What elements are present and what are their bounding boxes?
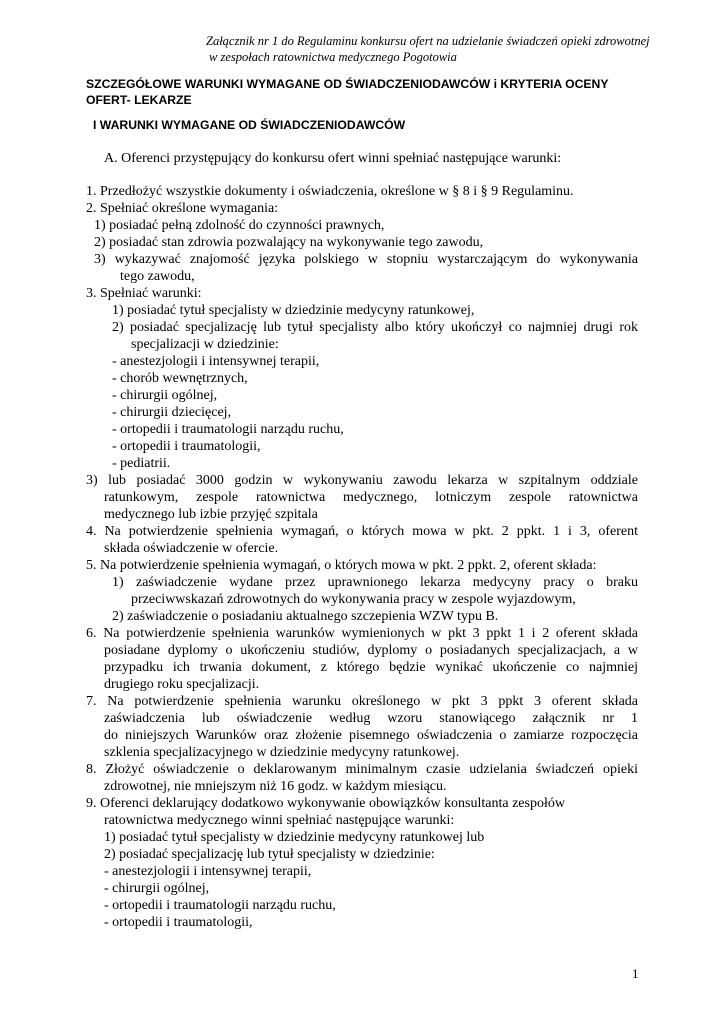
page-number: 1 [632, 966, 639, 981]
title-line-1: SZCZEGÓŁOWE WARUNKI WYMAGANE OD ŚWIADCZENIODAWCÓW i KRYTERIA OCENY [86, 77, 609, 91]
text-line: 1) posiadać pełną zdolność do czynności prawnych, [94, 218, 385, 233]
text-line: do niniejszych Warunków oraz złożenie pisemnego oświadczenia o zamiarze rozpoczęcia [104, 728, 638, 743]
text-line: 2) posiadać stan zdrowia pozwalający na wykonywanie tego zawodu, [94, 235, 484, 250]
text-line: 4. Na potwierdzenie spełnienia wymagań, o których mowa w pkt. 2 ppkt. 1 i 3, oferent [86, 524, 638, 539]
text-line: przypadku ich trwania dokument, z którego będzie wynikać ukończenie co najmniej [104, 660, 638, 675]
text-line: składa oświadczenie w ofercie. [104, 541, 279, 556]
list-item: - chirurgii ogólnej, [104, 881, 210, 896]
text-line: tego zawodu, [120, 269, 195, 284]
text-line: specjalizacji w dziedzinie: [131, 337, 279, 352]
list-item: - chorób wewnętrznych, [112, 371, 248, 386]
text-line: szklenia specjalizacyjnego w dziedzinie medycyny ratunkowej. [104, 745, 460, 760]
text-line: 1) posiadać tytuł specjalisty w dziedzinie medycyny ratunkowej, [112, 303, 475, 318]
page-header [206, 33, 676, 65]
text-line: zdrowotnej, nie mniejszym niż 16 godz. w każdym miesiącu. [104, 779, 447, 794]
text-line: zaświadczenia lub oświadczenie według wzoru stanowiącego załącznik nr 1 [104, 711, 638, 726]
text-line: 3) lub posiadać 3000 godzin w wykonywaniu zawodu lekarza w szpitalnym oddziale [86, 473, 638, 488]
list-item: - ortopedii i traumatologii narządu ruchu, [104, 898, 336, 913]
text-line: medycznego lub izbie przyjęć szpitala [104, 507, 318, 522]
text-line: 2) posiadać specjalizację lub tytuł specjalisty w dziedzinie: [104, 847, 435, 862]
list-item: - anestezjologii i intensywnej terapii, [104, 864, 312, 879]
text-line: 9. Oferenci deklarujący dodatkowo wykonywanie obowiązków konsultanta zespołów [86, 796, 565, 811]
text-line: 1) posiadać tytuł specjalisty w dziedzinie medycyny ratunkowej lub [104, 830, 485, 845]
list-item: - ortopedii i traumatologii, [104, 915, 253, 930]
section-heading: I WARUNKI WYMAGANE OD ŚWIADCZENIODAWCÓW [93, 118, 406, 132]
text-line: przeciwwskazań zdrowotnych do wykonywania pracy w zespole wyjazdowym, [131, 592, 576, 607]
text-line: 2) zaświadczenie o posiadaniu aktualnego szczepienia WZW typu B. [112, 609, 499, 624]
subsection-a: A. Oferenci przystępujący do konkursu ofert winni spełniać następujące warunki: [104, 151, 562, 166]
list-item: - ortopedii i traumatologii narządu ruchu, [112, 422, 344, 437]
text-line: 2) posiadać specjalizację lub tytuł specjalisty albo który ukończył co najmniej drugi rok [112, 320, 638, 335]
text-line: ratunkowym, zespole ratownictwa medycznego, lotniczym zespole ratownictwa [104, 490, 638, 505]
text-line: 3. Spełniać warunki: [86, 286, 202, 301]
list-item: - pediatrii. [112, 456, 171, 471]
text-line: 8. Złożyć oświadczenie o deklarowanym minimalnym czasie udzielania świadczeń opieki [86, 762, 638, 777]
title-line-2: OFERT- LEKARZE [86, 93, 192, 107]
list-item: - ortopedii i traumatologii, [112, 439, 261, 454]
text-line: ratownictwa medycznego winni spełniać następujące warunki: [104, 813, 455, 828]
text-line: 6. Na potwierdzenie spełnienia warunków wymienionych w pkt 3 ppkt 1 i 2 oferent składa [86, 626, 638, 641]
text-line: 1) zaświadczenie wydane przez uprawnionego lekarza medycyny pracy o braku [112, 575, 638, 590]
text-line: 2. Spełniać określone wymagania: [86, 201, 279, 216]
text-line: posiadane dyplomy o ukończeniu studiów, dyplomy o posiadanych specjalizacjach, a w [104, 643, 638, 658]
header-line-2: w zespołach ratownictwa medycznego Pogotowia [209, 50, 457, 64]
text-line: 7. Na potwierdzenie spełnienia warunku określonego w pkt 3 ppkt 3 oferent składa [86, 694, 638, 709]
text-line: 1. Przedłożyć wszystkie dokumenty i oświadczenia, określone w § 8 i § 9 Regulaminu. [86, 184, 574, 199]
list-item: - chirurgii dziecięcej, [112, 405, 232, 420]
text-line: 3) wykazywać znajomość języka polskiego w stopniu wystarczającym do wykonywania [94, 252, 638, 267]
header-line-1: Załącznik nr 1 do Regulaminu konkursu ofert na udzielanie świadczeń opieki zdrowotnej [206, 34, 650, 48]
text-line: 5. Na potwierdzenie spełnienia wymagań, o których mowa w pkt. 2 ppkt. 2, oferent składa: [86, 558, 597, 573]
text-line: drugiego roku specjalizacji. [104, 677, 260, 692]
list-item: - chirurgii ogólnej, [112, 388, 218, 403]
list-item: - anestezjologii i intensywnej terapii, [112, 354, 320, 369]
document-title [86, 76, 646, 108]
